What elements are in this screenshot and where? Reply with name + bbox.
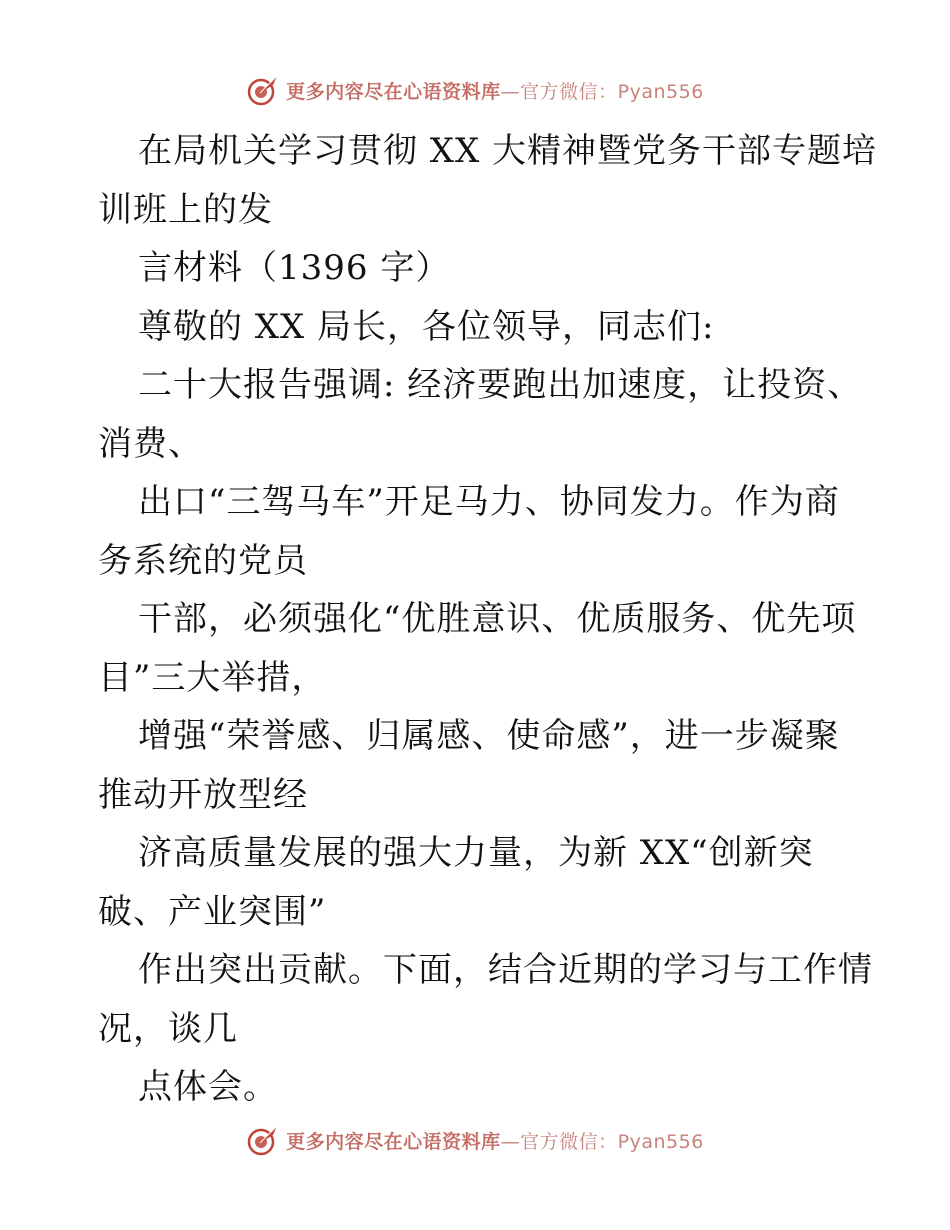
text-line: 况，谈几 — [98, 1008, 238, 1049]
footer-watermark — [0, 1120, 950, 1160]
text-line: 训班上的发 — [98, 189, 273, 230]
text-line: 出口“三驾马车”开足马力、协同发力。作为商 — [138, 482, 840, 522]
text-line: 言材料（1396 字） — [138, 248, 451, 288]
document-body — [98, 122, 878, 1117]
text-line: 在局机关学习贯彻 XX 大精神暨党务干部专题培 — [138, 131, 878, 171]
text-line: 务系统的党员 — [98, 540, 308, 581]
quill-logo-icon — [246, 73, 280, 107]
text-line: 破、产业突围” — [98, 891, 327, 932]
watermark-separator: — — [500, 80, 521, 103]
watermark-site-text: 更多内容尽在心语资料库 — [286, 1130, 501, 1153]
text-line: 增强“荣誉感、归属感、使命感”，进一步凝聚 — [138, 716, 840, 756]
text-line: 济高质量发展的强大力量，为新 XX“创新突 — [138, 833, 814, 873]
watermark-text — [286, 77, 704, 104]
watermark-text — [286, 1127, 704, 1154]
watermark-separator: — — [500, 1130, 521, 1153]
watermark-wechat-text: 官方微信：Pyan556 — [520, 80, 704, 103]
text-line: 干部，必须强化“优胜意识、优质服务、优先项 — [138, 599, 857, 639]
text-line: 点体会。 — [138, 1067, 278, 1107]
watermark-wechat-text: 官方微信：Pyan556 — [520, 1130, 704, 1153]
watermark-site-text: 更多内容尽在心语资料库 — [286, 80, 501, 103]
quill-logo-icon — [246, 1123, 280, 1157]
text-line: 二十大报告强调: 经济要跑出加速度，让投资、 — [138, 365, 863, 405]
text-line: 目”三大举措， — [98, 657, 327, 698]
text-line: 推动开放型经 — [98, 774, 308, 815]
header-watermark — [0, 70, 950, 110]
text-line: 作出突出贡献。下面，结合近期的学习与工作情 — [138, 950, 873, 990]
text-line: 尊敬的 XX 局长，各位领导，同志们: — [138, 306, 715, 347]
text-line: 消费、 — [98, 423, 203, 464]
